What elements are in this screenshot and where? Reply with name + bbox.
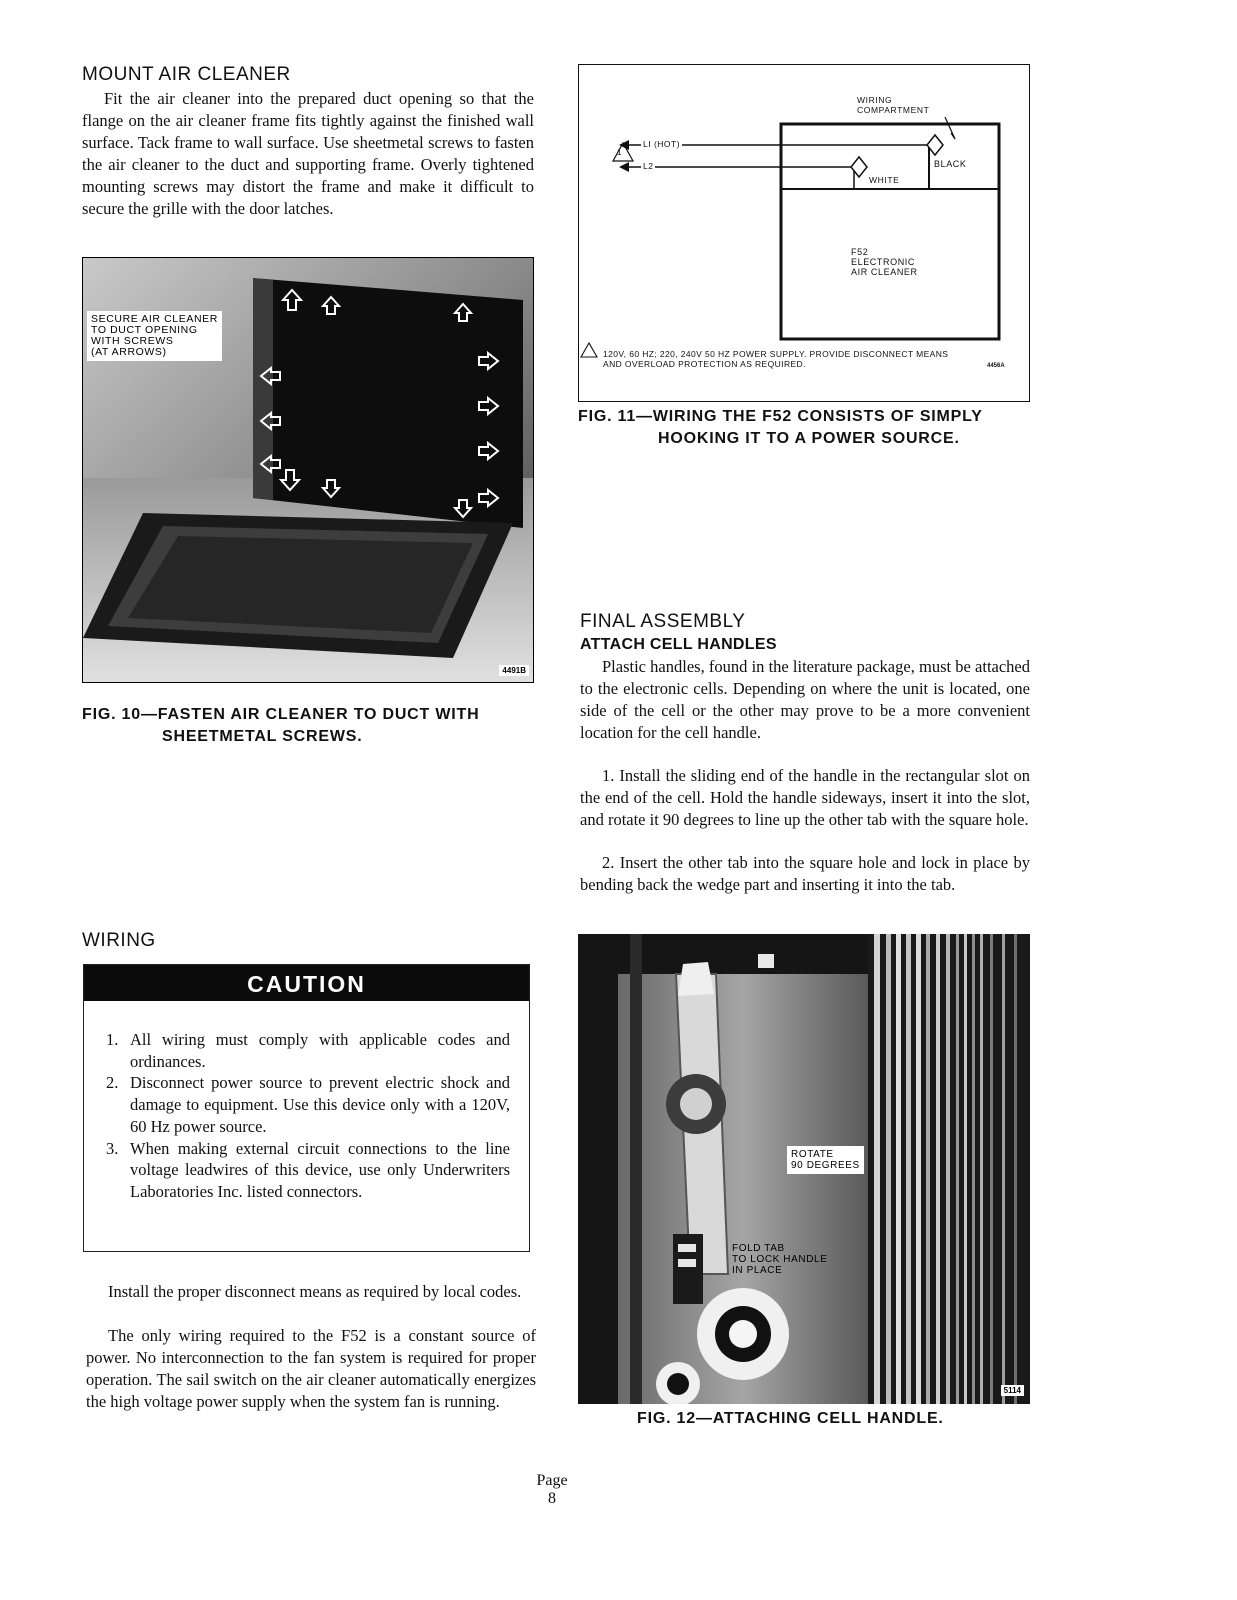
fig10-photo (82, 257, 534, 683)
white-wire-label: WHITE (869, 175, 900, 185)
l1-label: LI (HOT) (643, 139, 681, 149)
fig10-code: 4491B (499, 665, 529, 676)
final-assembly-step-2: 2. Insert the other tab into the square hole and lock in place by bending back the wedge part and inserting it into the tab. (580, 853, 1030, 894)
fig12-photo (578, 934, 1030, 1404)
page-label: Page (536, 1472, 568, 1489)
caution-item: 1. All wiring must comply with applicable codes and ordinances. (106, 1030, 510, 1071)
fig10-label: SECURE AIR CLEANER TO DUCT OPENING WITH SCREWS (AT ARROWS) (87, 311, 222, 361)
mount-paragraph: Fit the air cleaner into the prepared duct opening so that the flange on the air cleaner frame fits tightly against the finished wall surface. Tack frame to wall surface. Use sheetmetal screws to fasten the air cleaner to the duct and supporting frame. Overly tightened mounting screws may distort the frame and make it difficult to secure the grille with the door latches. (82, 89, 534, 218)
caution-list (106, 1029, 510, 1203)
final-assembly-intro: Plastic handles, found in the literature package, must be attached to the electronic cells. Depending on where the unit is located, one side of the cell or the other may prove to be a more convenient location for the cell handle. (580, 657, 1030, 742)
power-supply-note: 120V, 60 HZ; 220, 240V 50 HZ POWER SUPPLY. PROVIDE DISCONNECT MEANS AND OVERLOAD PROTECTION AS REQUIRED. (603, 349, 949, 369)
fig11-caption: FIG. 11—WIRING THE F52 CONSISTS OF SIMPLY HOOKING IT TO A POWER SOURCE. (578, 408, 983, 447)
rotate-label: ROTATE 90 DEGREES (787, 1146, 864, 1174)
attach-handles-subheading: ATTACH CELL HANDLES (580, 636, 777, 653)
unit-label: F52 ELECTRONIC AIR CLEANER (851, 247, 918, 277)
fig12-caption: FIG. 12—ATTACHING CELL HANDLE. (637, 1410, 944, 1427)
warning-number: 1 (617, 148, 622, 157)
fold-tab-label: FOLD TAB TO LOCK HANDLE IN PLACE (732, 1243, 828, 1276)
fig11-diagram (578, 64, 1030, 402)
wiring-compartment-label: WIRING COMPARTMENT (857, 95, 930, 115)
caution-box (83, 964, 530, 1252)
fig10-caption: FIG. 10—FASTEN AIR CLEANER TO DUCT WITH SHEETMETAL SCREWS. (82, 706, 480, 745)
wiring-paragraph-2: The only wiring required to the F52 is a constant source of power. No interconnection to the fan system is required for proper operation. The sail switch on the air cleaner automatically energizes the high voltage power supply when the system fan is running. (86, 1326, 536, 1411)
l2-label: L2 (643, 161, 654, 171)
black-wire-label: BLACK (934, 159, 967, 169)
fin-pattern (868, 934, 1030, 1404)
wiring-heading: WIRING (82, 930, 156, 951)
wiring-paragraph-1: Install the proper disconnect means as required by local codes. (108, 1282, 522, 1301)
final-assembly-heading: FINAL ASSEMBLY (580, 611, 746, 632)
final-assembly-step-1: 1. Install the sliding end of the handle in the rectangular slot on the end of the cell. Hold the handle sideways, insert it into the slot, and rotate it 90 degrees to line up the other tab with the square hole. (580, 766, 1030, 829)
page-footer (530, 1472, 574, 1508)
caution-item: 3. When making external circuit connections to the line voltage leadwires of this device, use only Underwriters Laboratories Inc. listed connectors. (106, 1138, 510, 1201)
page-number: 8 (548, 1490, 556, 1507)
fig11-code: 4456A (987, 363, 1005, 369)
caution-item: 2. Disconnect power source to prevent electric shock and damage to equipment. Use this device only with a 120V, 60 Hz power source. (106, 1073, 510, 1136)
fig12-code: 5114 (1001, 1385, 1024, 1396)
mount-heading: MOUNT AIR CLEANER (82, 64, 291, 85)
caution-title: CAUTION (84, 965, 529, 1001)
